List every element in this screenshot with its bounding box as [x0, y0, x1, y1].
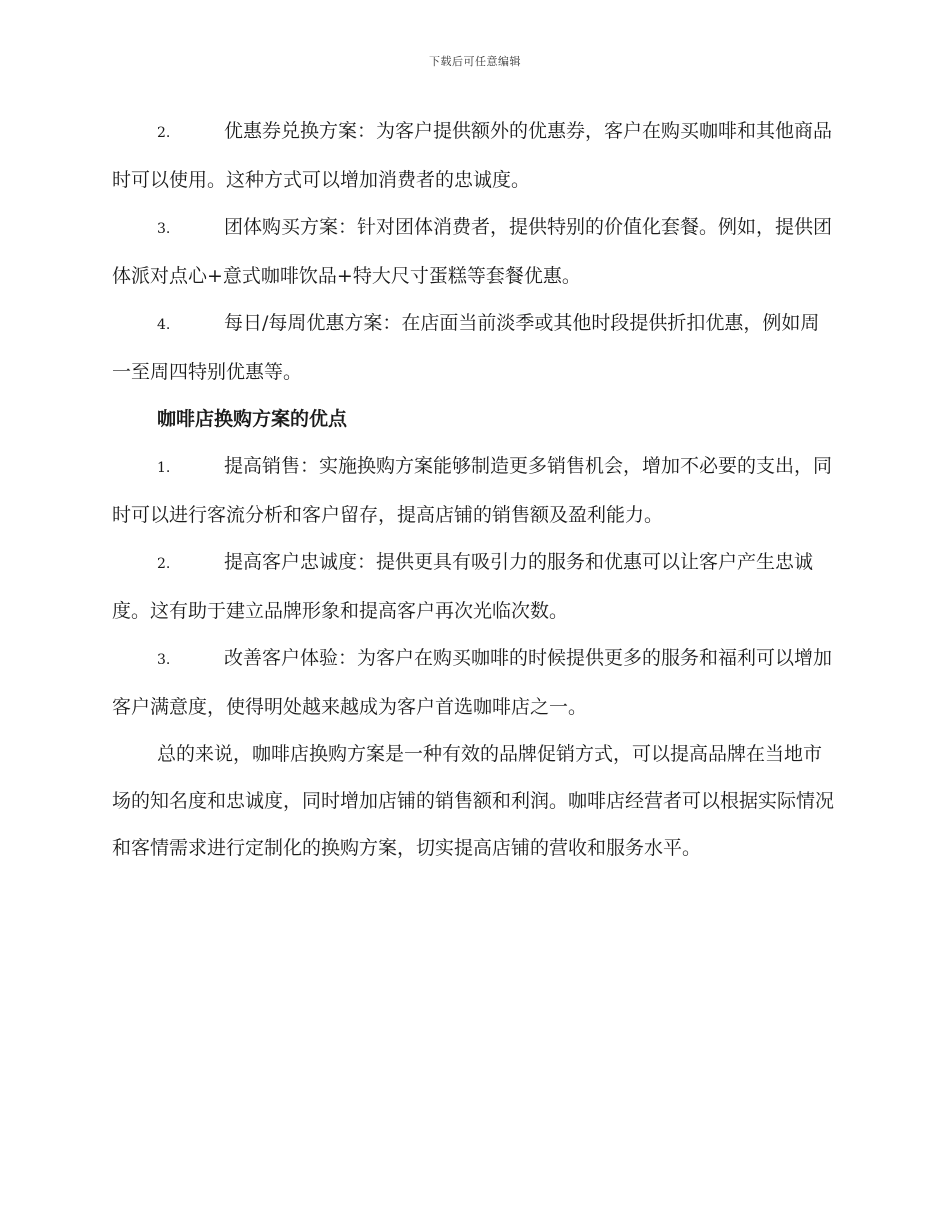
- list-item-number: 3.: [157, 221, 171, 237]
- list-item-text: 提高客户忠诚度：提供更具有吸引力的服务和优惠可以让客户产生忠诚度。这有助于建立品牌形象和提高客户再次光临次数。: [112, 551, 814, 622]
- list-item-text: 改善客户体验：为客户在购买咖啡的时候提供更多的服务和福利可以增加客户满意度，使得明处越来越成为客户首选咖啡店之一。: [112, 647, 833, 718]
- list-item-text: 每日/每周优惠方案：在店面当前淡季或其他时段提供折扣优惠，例如周一至周四特别优惠等。: [112, 312, 820, 383]
- list-item: [112, 443, 838, 539]
- list-item: [112, 108, 838, 204]
- list-item-number: 3.: [157, 652, 171, 668]
- list-item-number: 1.: [157, 460, 171, 476]
- conclusion-paragraph: 总的来说，咖啡店换购方案是一种有效的品牌促销方式，可以提高品牌在当地市场的知名度和忠诚度，同时增加店铺的销售额和利润。咖啡店经营者可以根据实际情况和客情需求进行定制化的换购方案，切实提高店铺的营收和服务水平。: [112, 743, 835, 859]
- list-item: [112, 539, 838, 635]
- page-header: 下载后可任意编辑: [429, 55, 521, 68]
- list-item-number: 2.: [157, 556, 171, 572]
- list-item-text: 提高销售：实施换购方案能够制造更多销售机会，增加不必要的支出，同时可以进行客流分析和客户留存，提高店铺的销售额及盈利能力。: [112, 455, 833, 526]
- document-body: [112, 108, 838, 872]
- section-heading: 咖啡店换购方案的优点: [157, 408, 348, 430]
- list-item-text: 优惠券兑换方案：为客户提供额外的优惠券，客户在购买咖啡和其他商品时可以使用。这种方式可以增加消费者的忠诚度。: [112, 120, 833, 191]
- list-item-text: 团体购买方案：针对团体消费者，提供特别的价值化套餐。例如，提供团体派对点心+意式咖啡饮品+特大尺寸蛋糕等套餐优惠。: [112, 216, 833, 287]
- list-item: [112, 204, 838, 300]
- list-item-number: 2.: [157, 125, 171, 141]
- list-item: [112, 635, 838, 731]
- list-item-number: 4.: [157, 317, 171, 333]
- list-item: [112, 300, 838, 396]
